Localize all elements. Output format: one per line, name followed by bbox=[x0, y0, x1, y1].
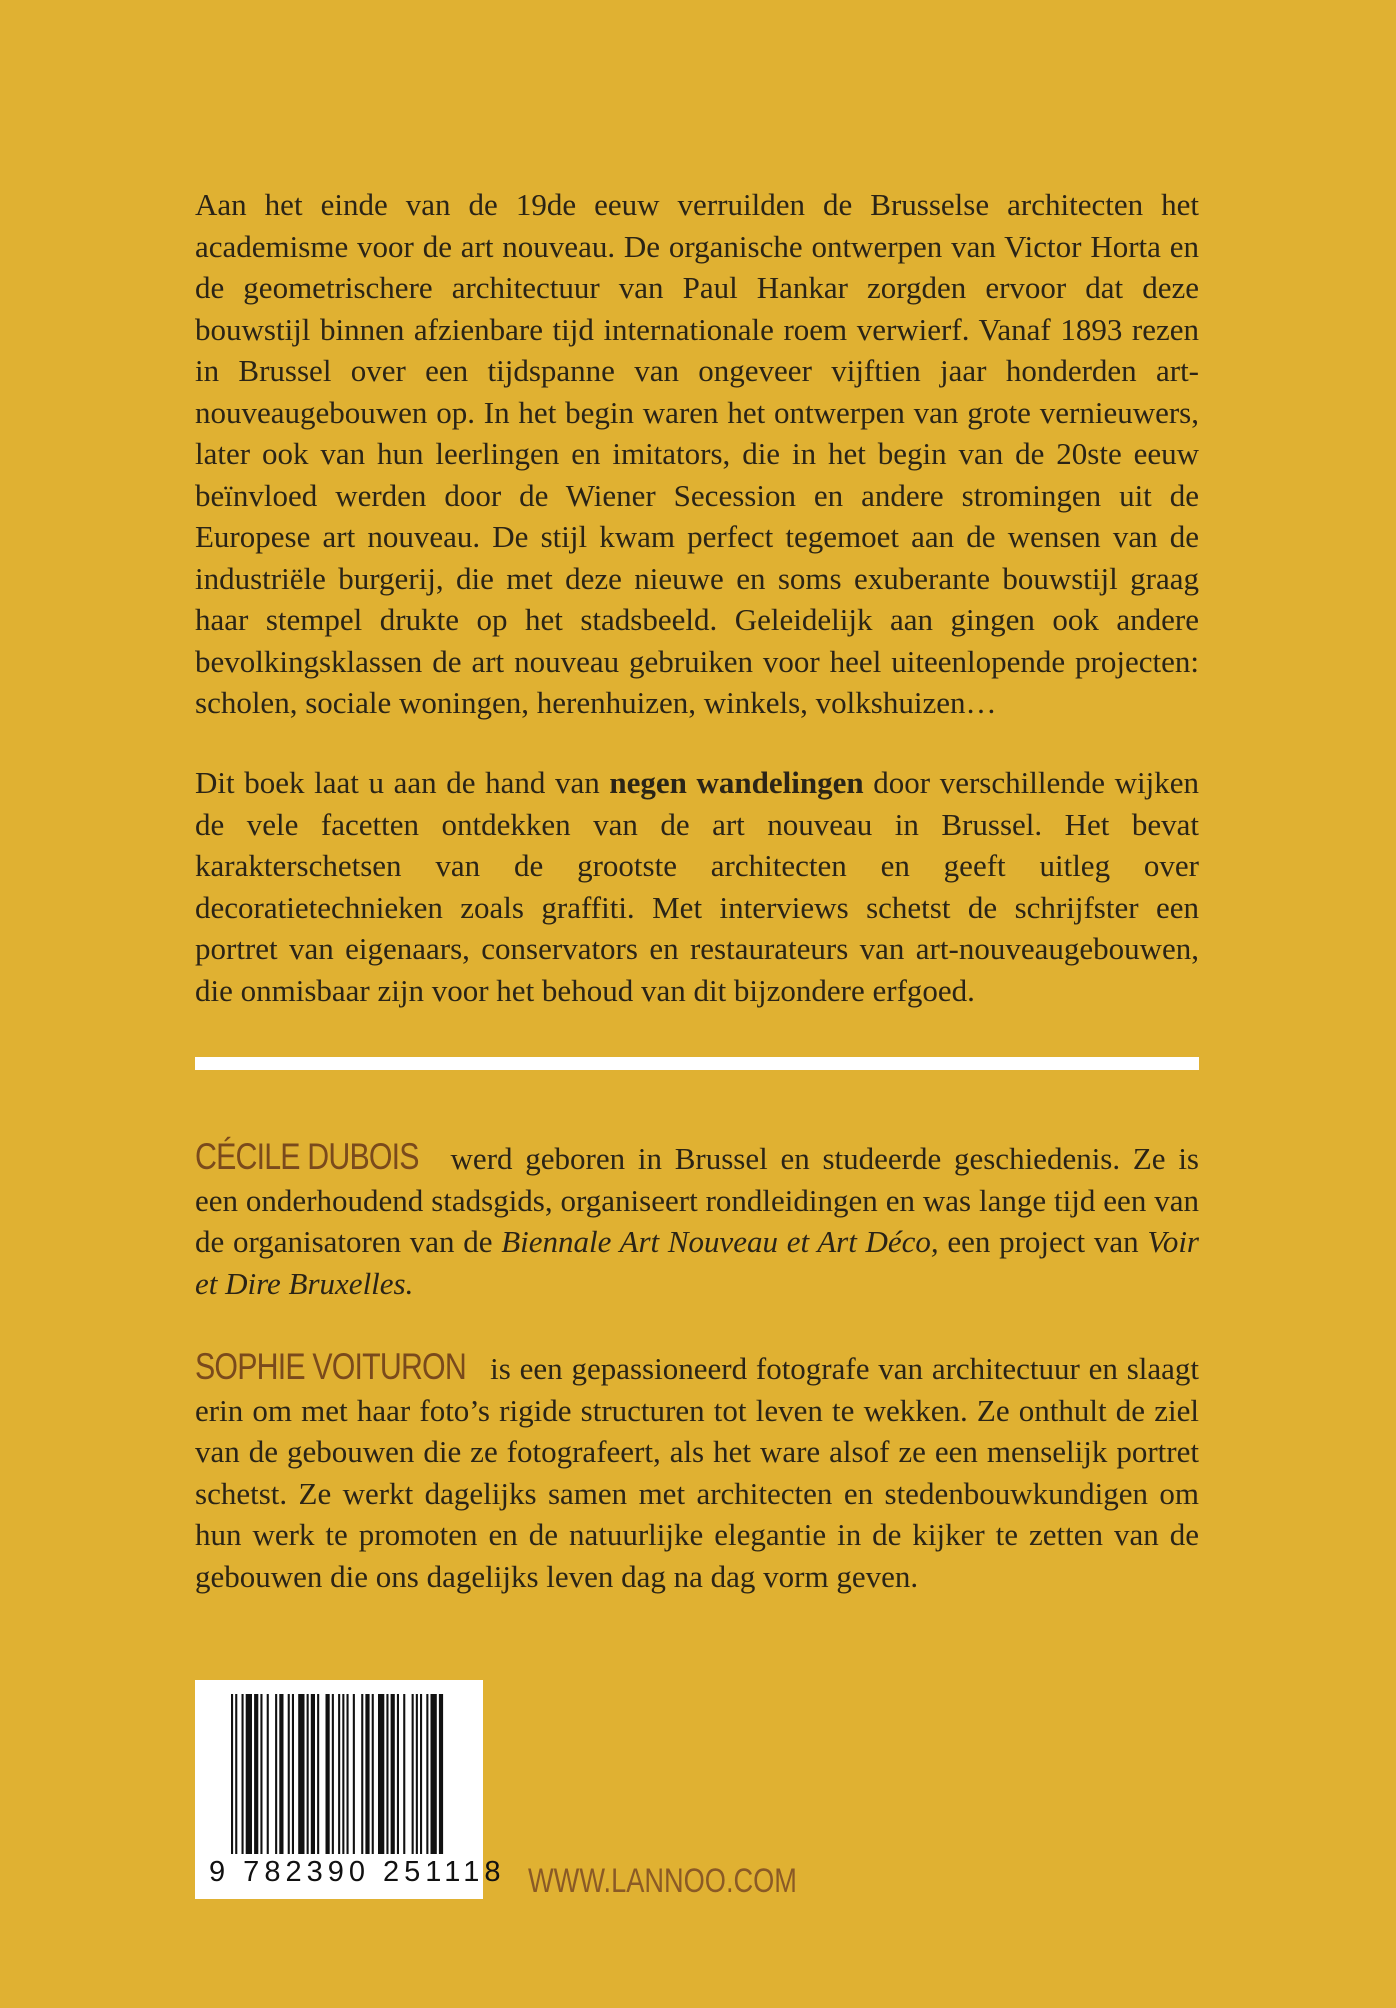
barcode-bar bbox=[386, 1694, 388, 1854]
author-bio-dubois-part2: een project van bbox=[938, 1224, 1148, 1259]
author-bio-dubois-italic2: Voir et Dire Bruxelles. bbox=[195, 1224, 1199, 1301]
walks-paragraph bbox=[195, 762, 1199, 1011]
barcode-bar bbox=[439, 1694, 443, 1854]
author-bio-voituron bbox=[195, 1346, 1199, 1597]
barcode-bar bbox=[365, 1694, 369, 1854]
barcode-bar bbox=[235, 1694, 237, 1854]
author-name-dubois: CÉCILE DUBOIS bbox=[195, 1136, 419, 1177]
author-name-voituron: SOPHIE VOITURON bbox=[195, 1346, 466, 1387]
barcode-bar bbox=[397, 1694, 399, 1854]
walks-text-before: Dit boek laat u aan de hand van bbox=[195, 765, 610, 800]
walks-highlight: negen wandelingen bbox=[609, 765, 864, 800]
barcode-bar bbox=[372, 1694, 374, 1854]
barcode-bar bbox=[338, 1694, 340, 1854]
barcode-bar bbox=[391, 1694, 395, 1854]
walks-text bbox=[195, 762, 1199, 1011]
barcode-bar bbox=[254, 1694, 258, 1854]
barcode-bar bbox=[231, 1694, 233, 1854]
walks-text-after: door verschillende wijken de vele facetten ontdekken van de art nouveau in Brussel. Het bevat karakterschetsen van de grootste architecten en geeft uitleg over decoratietechnieken zoals graffiti. Met interviews schetst de schrijfster een portret van eigenaars, conservators en restaurateurs van art-nouveaugebouwen, die onmisbaar zijn voor het behoud van dit bijzondere erfgoed. bbox=[195, 765, 1199, 1008]
author-bio-voituron-body: is een gepassioneerd fotografe van architectuur en slaagt erin om met haar foto’s rigide structuren tot leven te wekken. Ze onthult de ziel van de gebouwen die ze fotografeert, als het ware alsof ze een menselijk portret schetst. Ze werkt dagelijks samen met architecten en stedenbouwkundigen om hun werk te promoten en de natuurlijke elegantie in de kijker te zetten van de gebouwen die ons dagelijks leven dag na dag vorm geven. bbox=[195, 1351, 1199, 1594]
author-bio-voituron-text bbox=[195, 1346, 1199, 1597]
barcode-digits: 9 782390 251118 bbox=[209, 1856, 506, 1888]
barcode-bar bbox=[260, 1694, 262, 1854]
barcode-bar bbox=[412, 1694, 414, 1854]
barcode-bar bbox=[426, 1694, 428, 1854]
barcode-bar bbox=[275, 1694, 277, 1854]
barcode-bar bbox=[326, 1694, 330, 1854]
barcode-bar bbox=[307, 1694, 309, 1854]
intro-text: Aan het einde van de 19de eeuw verruilden de Brusselse architecten het academisme voor de art nouveau. De organische ontwerpen van Victor Horta en de geometrischere architectuur van Paul Hankar zorgden ervoor dat deze bouwstijl binnen afzienbare tijd internationale roem verwierf. Vanaf 1893 rezen in Brussel over een tijdspanne van ongeveer vijftien jaar honderden art-nouveaugebouwen op. In het begin waren het ontwerpen van grote vernieuwers, later ook van hun leerlingen en imitators, die in het begin van de 20ste eeuw beïnvloed werden door de Wiener Secession en andere stromingen uit de Europese art nouveau. De stijl kwam perfect tegemoet aan de wensen van de industriële burgerij, die met deze nieuwe en soms exuberante bouwstijl graag haar stempel drukte op het stadsbeeld. Geleidelijk aan gingen ook andere bevolkingsklassen de art nouveau gebruiken voor heel uiteenlopende projecten: scholen, sociale woningen, herenhuizen, winkels, volkshuizen… bbox=[195, 187, 1199, 720]
author-bio-dubois-italic1: Biennale Art Nouveau et Art Déco, bbox=[501, 1224, 939, 1259]
author-bio-dubois-text bbox=[195, 1136, 1199, 1304]
barcode-bar bbox=[347, 1694, 349, 1854]
barcode-bar bbox=[403, 1694, 405, 1854]
barcode-bar bbox=[361, 1694, 363, 1854]
barcode-bar bbox=[279, 1694, 283, 1854]
barcode-bar bbox=[267, 1694, 269, 1854]
barcode-bar bbox=[332, 1694, 334, 1854]
barcode-bar bbox=[311, 1694, 315, 1854]
barcode-bar bbox=[431, 1694, 437, 1854]
author-bio-dubois bbox=[195, 1136, 1199, 1304]
barcode-bar bbox=[292, 1694, 294, 1854]
barcode-bar bbox=[317, 1694, 319, 1854]
barcode-bar bbox=[342, 1694, 344, 1854]
barcode-bar bbox=[298, 1694, 304, 1854]
publisher-website[interactable]: WWW.LANNOO.COM bbox=[528, 1862, 797, 1900]
section-divider bbox=[195, 1057, 1199, 1070]
barcode bbox=[195, 1680, 506, 1899]
intro-paragraph bbox=[195, 184, 1199, 724]
barcode-bars bbox=[231, 1694, 445, 1854]
barcode-bar bbox=[288, 1694, 290, 1854]
barcode-bar bbox=[242, 1694, 244, 1854]
barcode-bar bbox=[416, 1694, 418, 1854]
author-bio-dubois-part1: werd geboren in Brussel en studeerde geschiedenis. Ze is een onderhoudend stadsgids, organiseert rondleidingen en was lange tijd een van de organisatoren van de bbox=[195, 1141, 1199, 1259]
barcode-bar bbox=[378, 1694, 384, 1854]
barcode-bar bbox=[353, 1694, 355, 1854]
barcode-bar bbox=[246, 1694, 252, 1854]
barcode-bar bbox=[420, 1694, 422, 1854]
